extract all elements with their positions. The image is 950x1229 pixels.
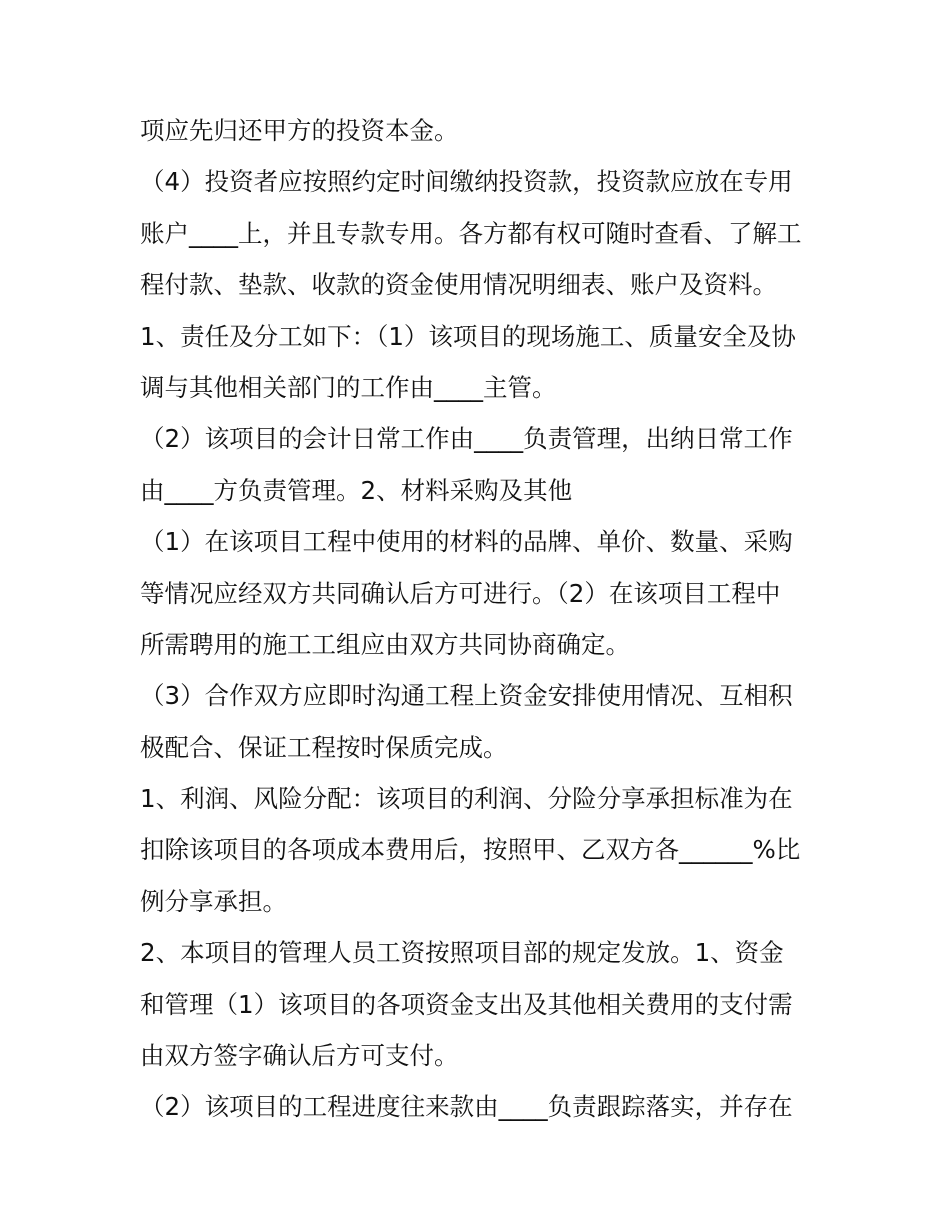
- text-line: （2）该项目的工程进度往来款由____负责跟踪落实，并存在: [140, 1092, 793, 1122]
- text-line: （3）合作双方应即时沟通工程上资金安排使用情况、互相积: [140, 681, 793, 711]
- text-line: （4）投资者应按照约定时间缴纳投资款，投资款应放在专用: [140, 167, 793, 197]
- text-line: 由双方签字确认后方可支付。: [140, 1041, 459, 1071]
- text-line: 1、责任及分工如下：（1）该项目的现场施工、质量安全及协: [140, 321, 796, 351]
- text-line: （2）该项目的会计日常工作由____负责管理，出纳日常工作: [140, 424, 793, 454]
- text-line: 极配合、保证工程按时保质完成。: [140, 732, 508, 762]
- text-line: 1、利润、风险分配：该项目的利润、分险分享承担标准为在: [140, 784, 793, 814]
- text-line: （1）在该项目工程中使用的材料的品牌、单价、数量、采购: [140, 527, 793, 557]
- text-line: 由____方负责管理。2、材料采购及其他: [140, 475, 573, 505]
- contract-body-text: [140, 105, 820, 1133]
- text-line: 扣除该项目的各项成本费用后，按照甲、乙双方各______%比: [140, 835, 801, 865]
- text-line: 和管理（1）该项目的各项资金支出及其他相关费用的支付需: [140, 989, 793, 1019]
- text-line: 账户____上，并且专款专用。各方都有权可随时查看、了解工: [140, 218, 802, 248]
- text-line: 例分享承担。: [140, 886, 287, 916]
- text-line: 项应先归还甲方的投资本金。: [140, 116, 459, 145]
- text-line: 调与其他相关部门的工作由____主管。: [140, 372, 557, 402]
- text-line: 等情况应经双方共同确认后方可进行。（2）在该项目工程中: [140, 578, 781, 608]
- text-line: 2、本项目的管理人员工资按照项目部的规定发放。1、资金: [140, 938, 784, 968]
- text-line: 所需聘用的施工工组应由双方共同协商确定。: [140, 629, 630, 659]
- text-line: 程付款、垫款、收款的资金使用情况明细表、账户及资料。: [140, 270, 777, 300]
